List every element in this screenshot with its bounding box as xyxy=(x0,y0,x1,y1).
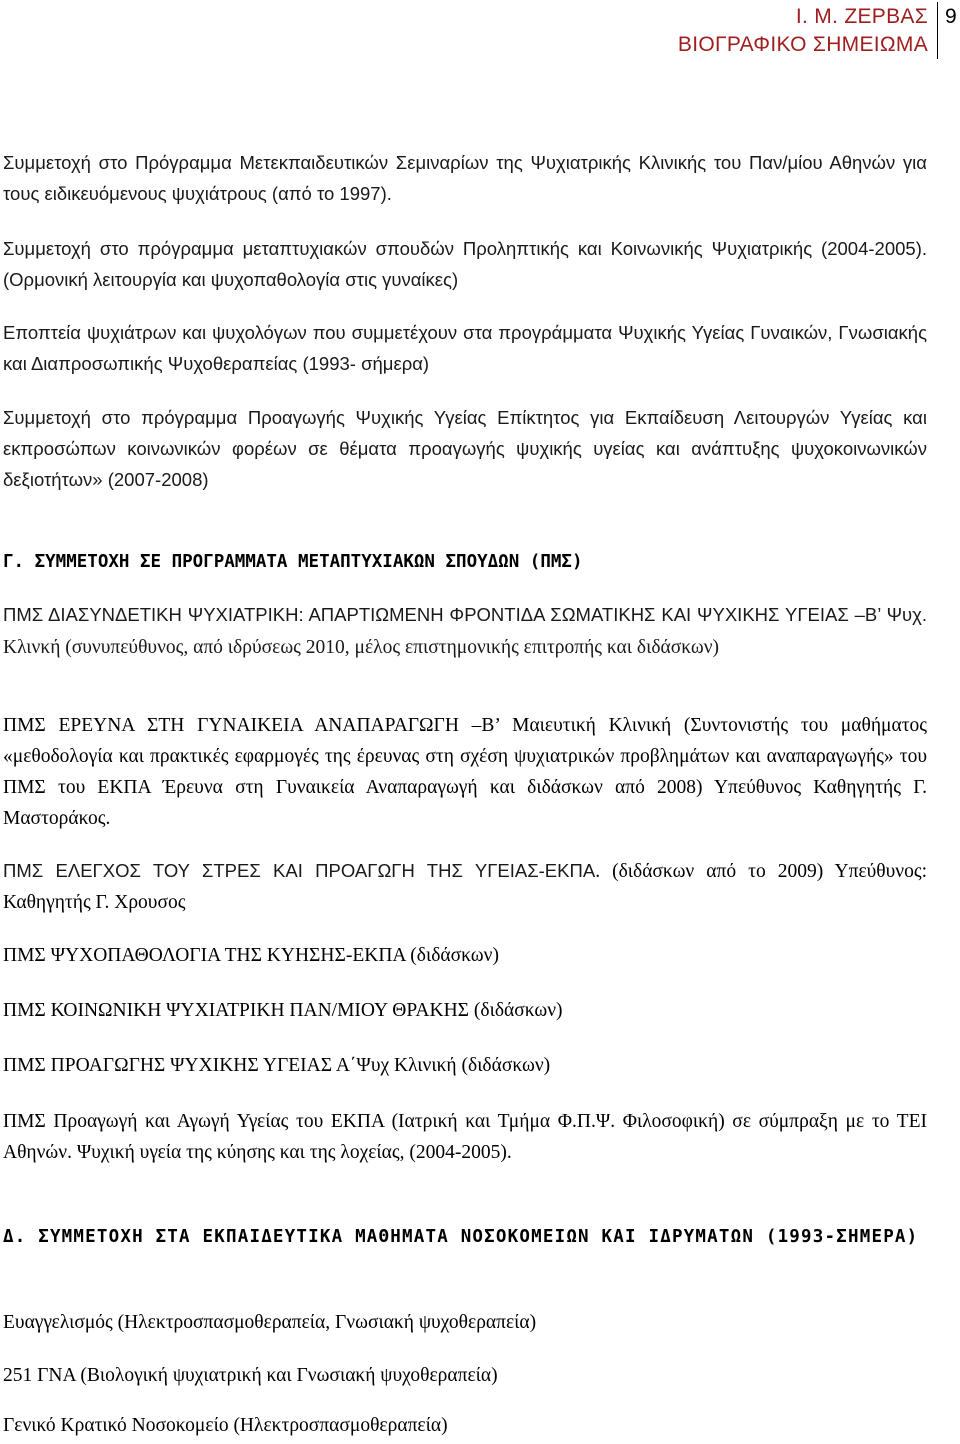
section-heading-g: Γ. ΣΥΜΜΕΤΟΧΗ ΣΕ ΠΡΟΓΡΑΜΜΑΤΑ ΜΕΤΑΠΤΥΧΙΑΚΩΝ ΣΠΟΥΔΩΝ (ΠΜΣ) xyxy=(3,552,583,572)
paragraph-postgraduate-program-text: Συμμετοχή στο πρόγραμμα μεταπτυχιακών σπουδών Προληπτικής και Κοινωνικής Ψυχιατρικής (2004-2005). xyxy=(3,238,927,259)
paragraph-supervision: Εποπτεία ψυχιάτρων και ψυχολόγων που συμμετέχουν στα προγράμματα Ψυχικής Υγείας Γυναικών, Γνωσιακής και Διαπροσωπικής Ψυχοθεραπείας (1993- σήμερα) xyxy=(3,322,927,374)
paragraph-postgraduate-program-topic: (Ορμονική λειτουργία και ψυχοπαθολογία στις γυναίκες) xyxy=(3,269,459,290)
hospital-item: Γενικό Κρατικό Νοσοκομείο (Ηλεκτροσπασμοθεραπεία) xyxy=(3,1415,448,1436)
pms-item-title: ΠΜΣ ΕΛΕΓΧΟΣ ΤΟΥ ΣΤΡΕΣ ΚΑΙ ΠΡΟΑΓΩΓΗ ΤΗΣ ΥΓΕΙΑΣ-ΕΚΠΑ xyxy=(3,860,596,881)
header-author: Ι. Μ. ΖΕΡΒΑΣ xyxy=(795,5,928,28)
header-title: ΒΙΟΓΡΑΦΙΚΟ ΣΗΜΕΙΩΜΑ xyxy=(677,33,928,56)
section-heading-d: Δ. ΣΥΜΜΕΤΟΧΗ ΣΤΑ ΕΚΠΑΙΔΕΥΤΙΚΑ ΜΑΘΗΜΑΤΑ ΝΟΣΟΚΟΜΕΙΩΝ ΚΑΙ ΙΔΡΥΜΑΤΩΝ (1993-ΣΗΜΕΡΑ) xyxy=(3,1227,919,1247)
pms-item-title: ΠΜΣ Προαγωγή και Αγωγή Υγείας του ΕΚΠΑ (Ιατρική και Τμήμα Φ.Π.Ψ. Φιλοσοφική) σε σύμπραξη με το ΤΕΙ Αθηνών. Ψυχική υγεία της κύησης και της λοχείας, (2004-2005). xyxy=(3,1111,927,1163)
paragraph-epiktitos-program: Συμμετοχή στο πρόγραμμα Προαγωγής Ψυχικής Υγείας Επίκτητος για Εκπαίδευση Λειτουργών Υγείας και εκπροσώπων κοινωνικών φορέων σε θέματα προαγωγής ψυχικής υγείας και ανάπτυξης ψυχοκοινωνικών δεξιοτήτων» (2007-2008) xyxy=(3,407,927,490)
pms-item xyxy=(3,855,927,918)
pms-item-title: ΠΜΣ ΔΙΑΣΥΝΔΕΤΙΚΗ ΨΥΧΙΑΤΡΙΚΗ: ΑΠΑΡΤΙΩΜΕΝΗ ΦΡΟΝΤΙΔΑ ΣΩΜΑΤΙΚΗΣ ΚΑΙ ΨΥΧΙΚΗΣ ΥΓΕΙΑΣ –Β’ Ψυχ. xyxy=(3,604,927,625)
paragraph-postgraduate-program xyxy=(3,233,927,295)
pms-item-title: ΠΜΣ ΕΡΕΥΝΑ ΣΤΗ ΓΥΝΑΙΚΕΙΑ ΑΝΑΠΑΡΑΓΩΓΗ –Β’ Μαιευτική Κλινική (Συντονιστής του μαθήματος «μεθοδολογία και πρακτικές εφαρμογές της έρευνας στη σχέση ψυχιατρικών προβλημάτων και αναπαραγωγής» του ΠΜΣ του ΕΚΠΑ Έρευνα στη Γυναικεία Αναπαραγωγή και διδάσκων από 2008) Υπεύθυνος Καθηγητής Γ. Μαστοράκος. xyxy=(3,715,927,829)
pms-item xyxy=(3,710,927,834)
pms-item-detail: . (διδάσκων από το 2009) Υπεύθυνος: Καθηγητής Γ. Χρουσος xyxy=(3,861,928,913)
hospital-item: Ευαγγελισμός (Ηλεκτροσπασμοθεραπεία, Γνωσιακή ψυχοθεραπεία) xyxy=(3,1312,537,1333)
page-number: 9 xyxy=(945,5,957,28)
header-divider xyxy=(937,2,938,59)
pms-item xyxy=(3,995,927,1026)
pms-item-title: ΠΜΣ ΠΡΟΑΓΩΓΗΣ ΨΥΧΙΚΗΣ ΥΓΕΙΑΣ Α΄Ψυχ Κλινική (διδάσκων) xyxy=(3,1055,551,1076)
running-header xyxy=(560,3,928,59)
paragraph-seminars: Συμμετοχή στο Πρόγραμμα Μετεκπαιδευτικών Σεμιναρίων της Ψυχιατρικής Κλινικής του Παν/μίου Αθηνών για τους ειδικευόμενους ψυχιάτρους (από το 1997). xyxy=(3,152,927,204)
pms-item-title: ΠΜΣ ΚΟΙΝΩΝΙΚΗ ΨΥΧΙΑΤΡΙΚΗ ΠΑΝ/ΜΙΟΥ ΘΡΑΚΗΣ (διδάσκων) xyxy=(3,1000,563,1021)
pms-item xyxy=(3,599,927,663)
pms-item xyxy=(3,1106,927,1168)
pms-item-title: ΠΜΣ ΨΥΧΟΠΑΘΟΛΟΓΙΑ ΤΗΣ ΚΥΗΣΗΣ-ΕΚΠΑ (διδάσκων) xyxy=(3,945,499,966)
pms-item xyxy=(3,940,927,971)
pms-item-detail: Κλινκή (συνυπεύθυνος, από ιδρύσεως 2010, μέλος επιστημονικής επιτροπής και διδάσκων) xyxy=(3,637,720,658)
pms-item xyxy=(3,1050,927,1081)
hospital-item: 251 ΓΝΑ (Βιολογική ψυχιατρική και Γνωσιακή ψυχοθεραπεία) xyxy=(3,1365,498,1386)
